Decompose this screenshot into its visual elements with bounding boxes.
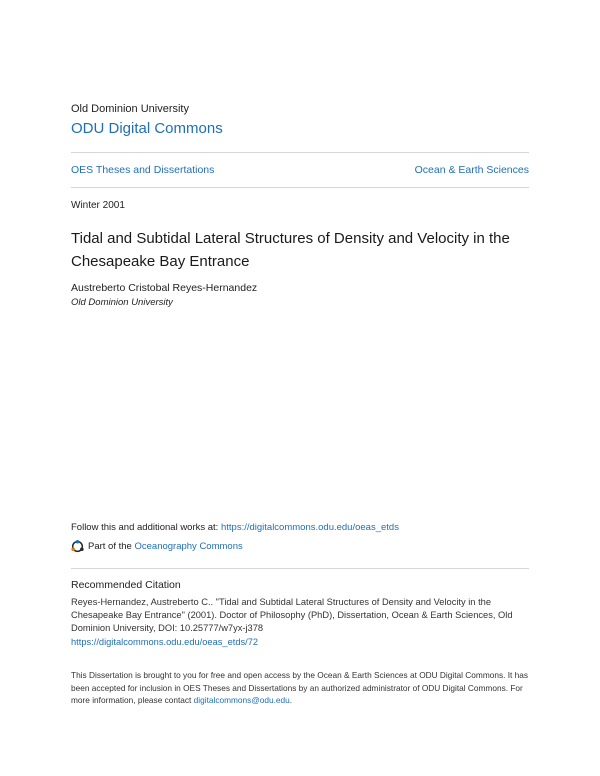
part-of-line xyxy=(71,540,243,553)
follow-prefix: Follow this and additional works at: xyxy=(71,522,221,533)
citation-text: Reyes-Hernandez, Austreberto C.. "Tidal and Subtidal Lateral Structures of Density and Velocity in the Chesapeake Bay Entrance" (2001). Doctor of Philosophy (PhD), Dissertation, Ocean & Earth Sciences, Old Dominion University, DOI: 10.25777/w7yx-j378 xyxy=(71,597,513,634)
repository-link[interactable]: ODU Digital Commons xyxy=(71,120,223,137)
contact-email-link[interactable]: digitalcommons@odu.edu xyxy=(193,695,290,705)
follow-url-link[interactable]: https://digitalcommons.odu.edu/oeas_etds xyxy=(220,522,399,533)
footer-end: . xyxy=(289,695,293,705)
footer-text: This Dissertation is brought to you for free and open access by the Ocean & Earth Sciences at ODU Digital Commons. It has been accepted for inclusion in OES Theses and Dissertations by an authorized administrator of ODU Digital Commons. For more information, please contact xyxy=(71,670,529,705)
part-of-prefix: Part of the xyxy=(88,541,132,552)
author-name: Austreberto Cristobal Reyes-Hernandez xyxy=(71,282,258,294)
university-name: Old Dominion University xyxy=(71,103,189,115)
divider xyxy=(71,568,529,569)
department-link[interactable]: Ocean & Earth Sciences xyxy=(414,164,529,176)
footer-notice xyxy=(71,669,541,707)
collection-link[interactable]: OES Theses and Dissertations xyxy=(71,164,215,176)
citation-heading: Recommended Citation xyxy=(71,579,181,591)
publication-date: Winter 2001 xyxy=(71,200,125,211)
network-commons-icon xyxy=(71,540,84,553)
divider xyxy=(71,187,529,188)
author-affiliation: Old Dominion University xyxy=(71,297,173,308)
discipline-link[interactable]: Oceanography Commons xyxy=(134,541,243,552)
citation-link[interactable]: https://digitalcommons.odu.edu/oeas_etds/72 xyxy=(71,636,259,647)
divider xyxy=(71,152,529,153)
document-title: Tidal and Subtidal Lateral Structures of Density and Velocity in the Chesapeake Bay Entrance xyxy=(71,230,510,270)
follow-line xyxy=(71,522,399,533)
citation-block xyxy=(71,596,541,649)
